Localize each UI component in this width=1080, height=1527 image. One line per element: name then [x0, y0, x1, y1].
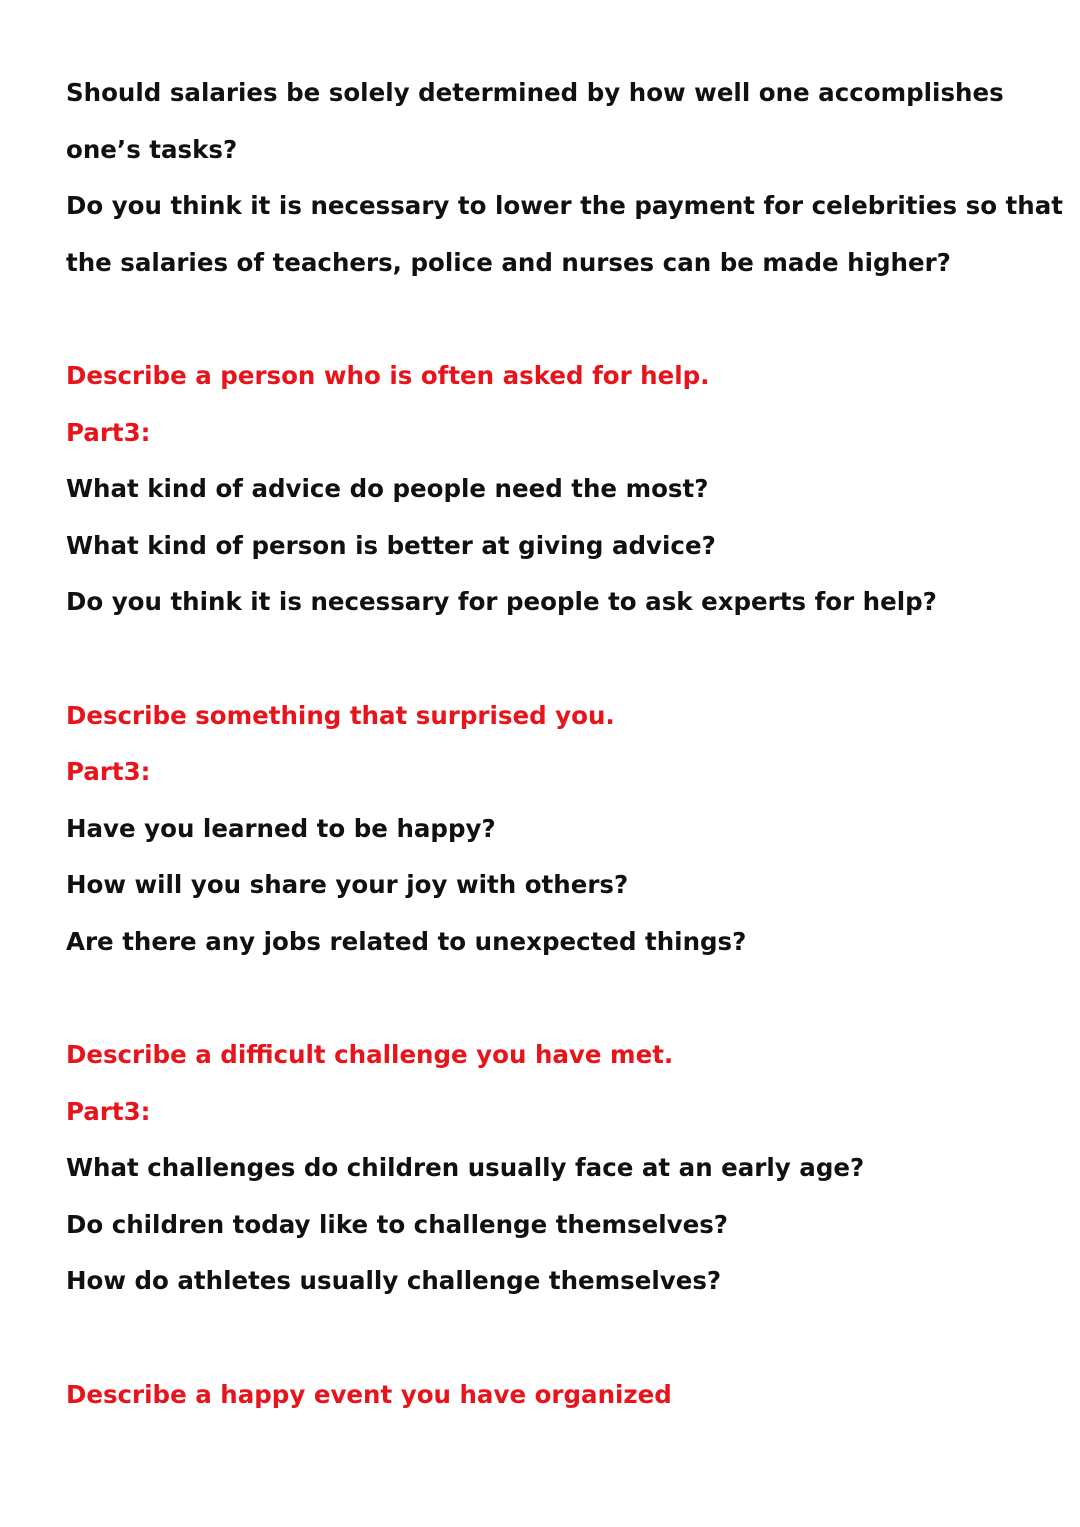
spacer: [66, 291, 1026, 348]
section-2-question-3: Are there any jobs related to unexpected things?: [66, 926, 747, 956]
section-2-question-2: How will you share your joy with others?: [66, 870, 629, 900]
section-1-question-3: Do you think it is necessary for people to ask experts for help?: [66, 587, 937, 617]
document-page: [66, 65, 1063, 1423]
intro-question-2-line-2: the salaries of teachers, police and nurses can be made higher?: [66, 247, 951, 277]
intro-question-1-line-2: one’s tasks?: [66, 134, 238, 164]
section-1-part-label: Part3:: [66, 417, 151, 447]
section-3-question-1: What challenges do children usually face at an early age?: [66, 1153, 865, 1183]
section-4-title: Describe a happy event you have organized: [66, 1379, 672, 1409]
spacer: [66, 1310, 1026, 1367]
section-1-question-1: What kind of advice do people need the most?: [66, 474, 709, 504]
spacer: [66, 631, 1026, 688]
spacer: [66, 971, 1026, 1028]
intro-question-1-line-1: Should salaries be solely determined by how well one accomplishes: [66, 78, 1004, 107]
section-2-question-1: Have you learned to be happy?: [66, 813, 496, 843]
section-1-question-2: What kind of person is better at giving advice?: [66, 530, 716, 560]
section-3-question-3: How do athletes usually challenge themselves?: [66, 1266, 722, 1296]
section-2-part-label: Part3:: [66, 757, 151, 787]
section-3-question-2: Do children today like to challenge themselves?: [66, 1209, 728, 1239]
intro-question-2-line-1: Do you think it is necessary to lower the payment for celebrities so that: [66, 191, 1063, 221]
section-3-part-label: Part3:: [66, 1096, 151, 1126]
section-2-title: Describe something that surprised you.: [66, 700, 615, 730]
section-1-title: Describe a person who is often asked for help.: [66, 360, 710, 390]
section-3-title: Describe a difficult challenge you have met.: [66, 1040, 674, 1070]
